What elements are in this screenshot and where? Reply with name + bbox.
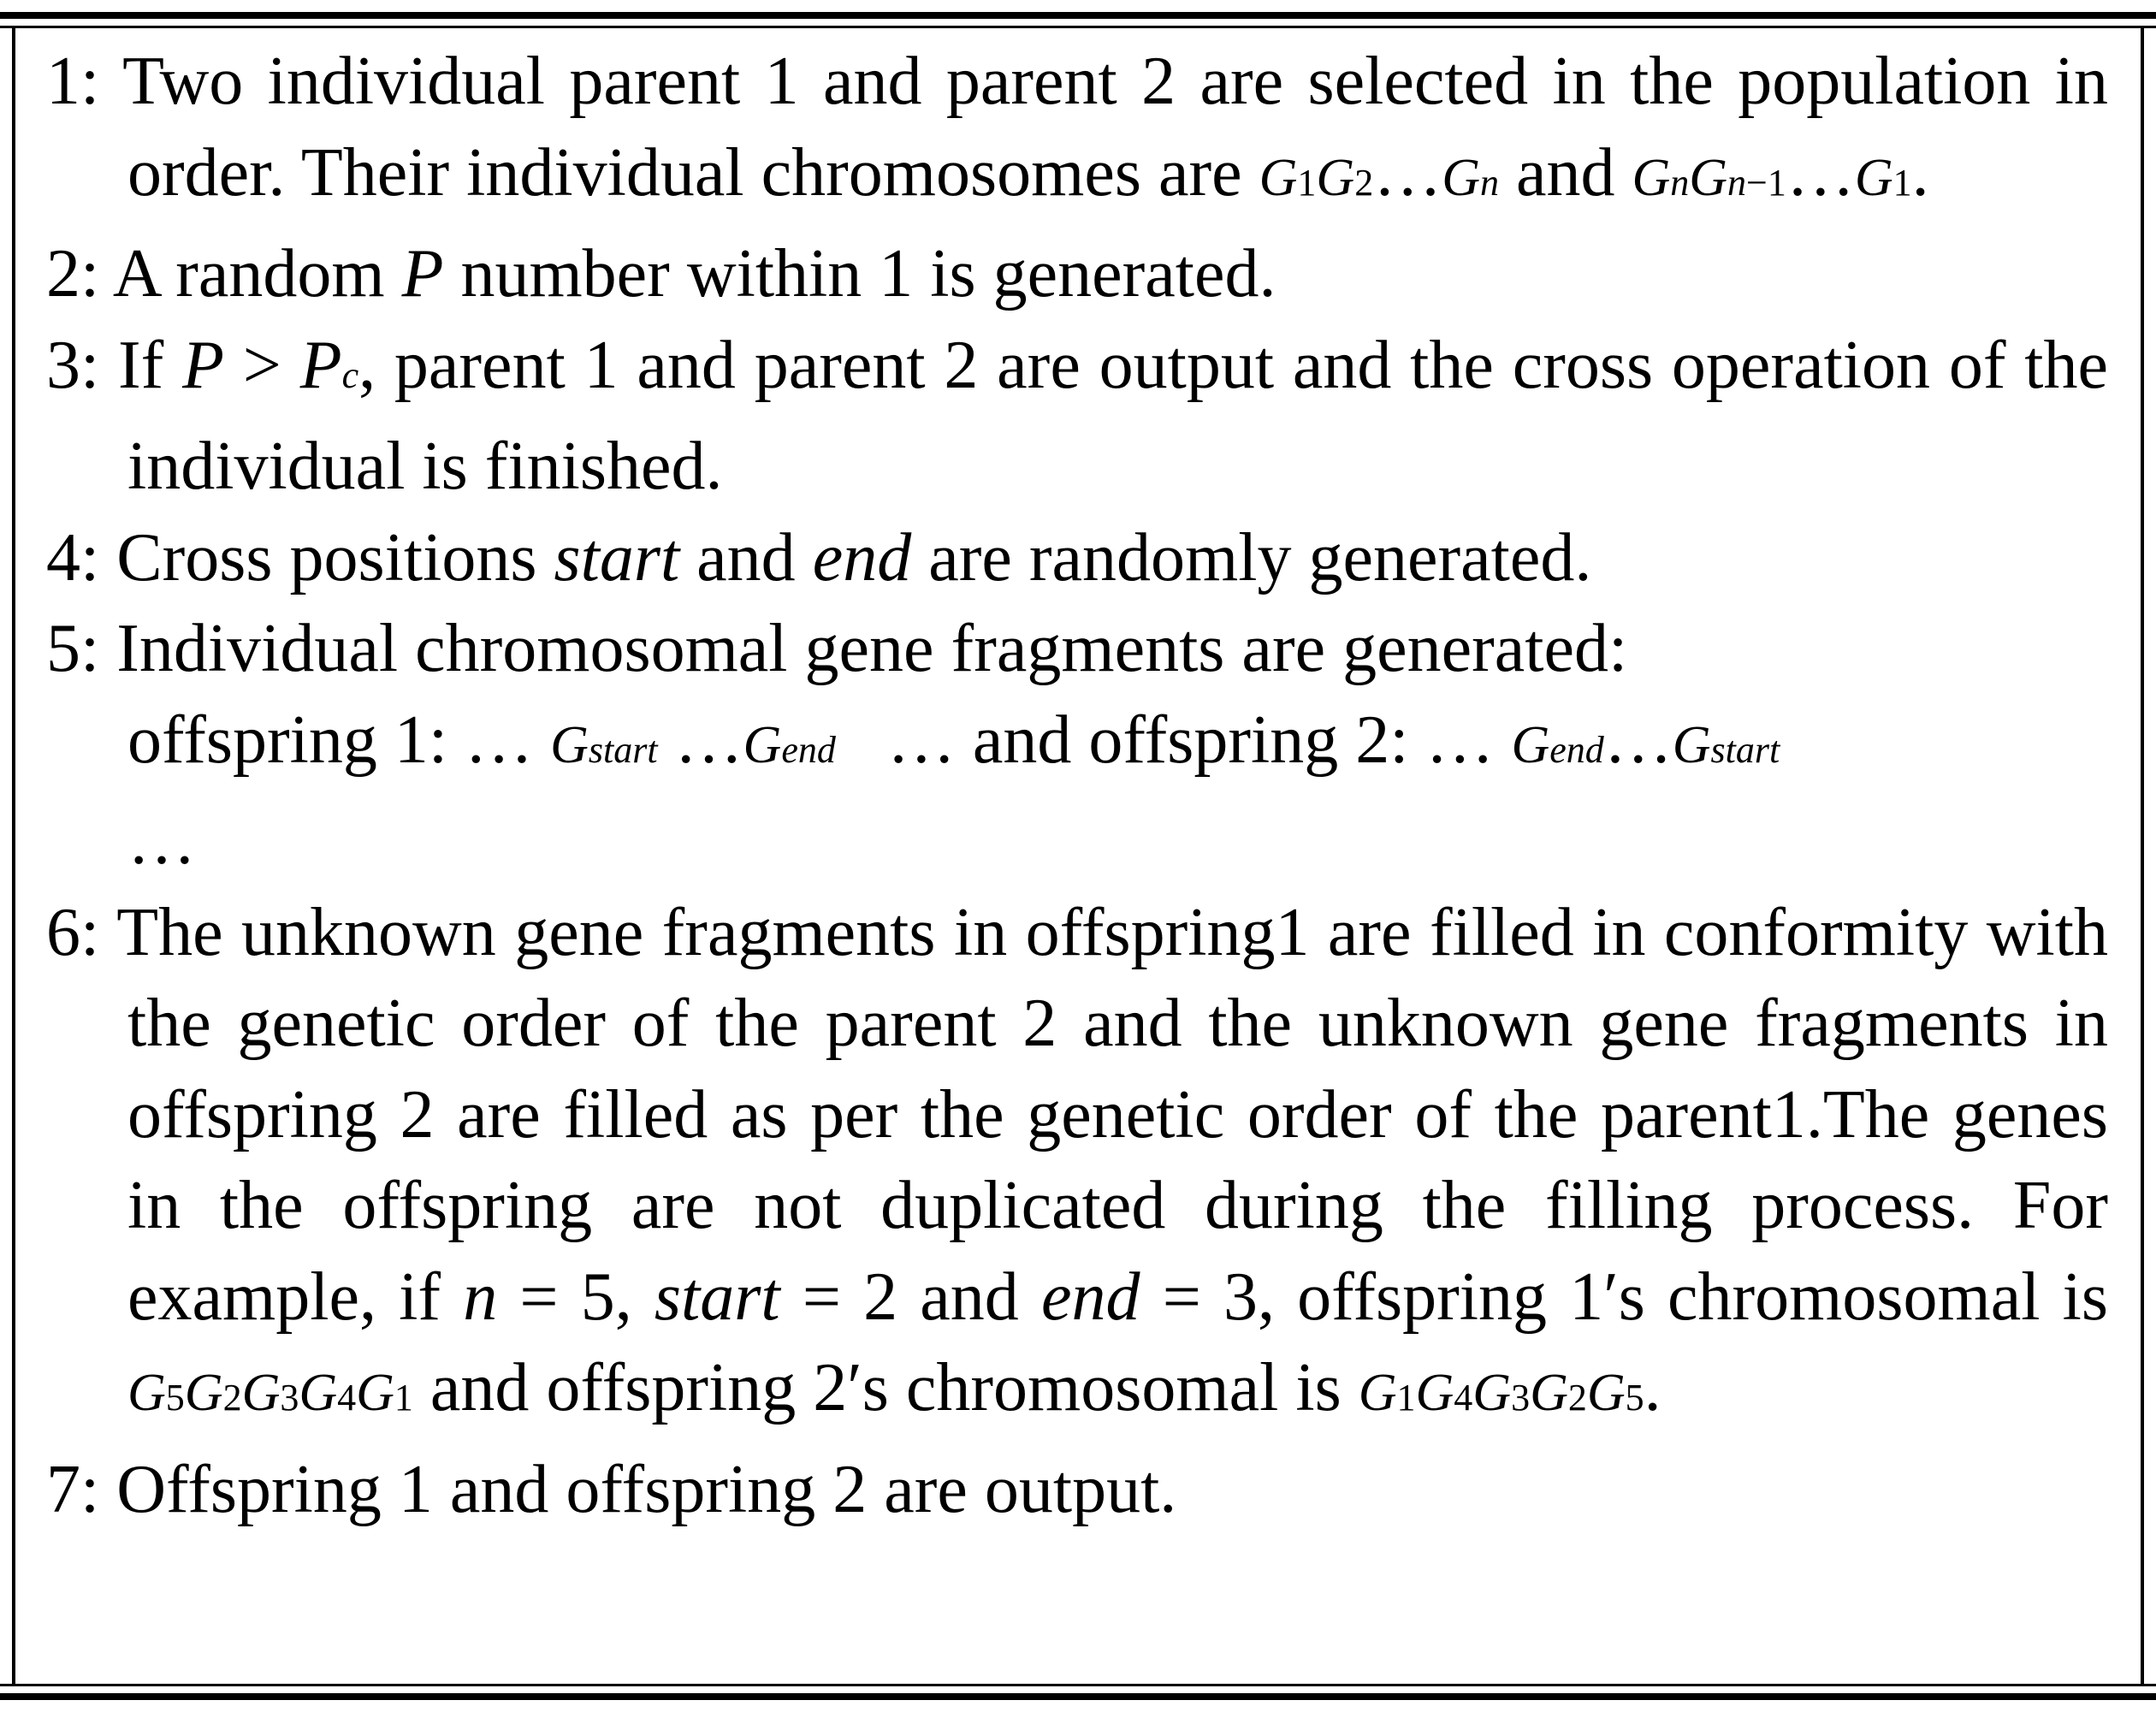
step-number: 4: [46,519,100,595]
step-1: 1: Two individual parent 1 and parent 2 are selected in the population in order. Their individual chromosomes are G1G2…Gn and GnGn−1…G1. [46,44,2109,210]
chromosome-offspring2: G1G4G3G2G5. [1358,1350,1661,1425]
step-number: 5: [46,611,100,686]
border-bottom-inner [0,1684,2156,1686]
fragment-offspring1: Gstart …Gend [550,702,836,778]
algorithm-steps [46,36,2108,1535]
step-4: 4: Cross positions start and end are randomly generated. [46,519,1592,595]
chromosome-parent2: GnGn−1…G1. [1632,134,1929,210]
step-number: 7: [46,1451,100,1527]
step-number: 2: [46,236,100,311]
chromosome-offspring1: G5G2G3G4G1 [127,1364,413,1422]
border-top-inner [0,26,2156,28]
step-number: 6: [46,894,100,970]
border-bottom-outer [0,1693,2156,1700]
step-number: 1: [46,44,100,119]
border-top-outer [0,12,2156,19]
step-number: 3: [46,327,100,403]
step-5: 5: Individual chromosomal gene fragments are generated: offspring 1: … Gstart …Gend … and offspring 2: … Gend…Gstart … [46,611,1780,879]
fragment-offspring2: Gend…Gstart [1511,702,1780,778]
border-right [2141,26,2144,1686]
step-7: 7: Offspring 1 and offspring 2 are output. [46,1451,1177,1527]
step-2: 2: A random P number within 1 is generated. [46,236,1276,311]
step-3: 3: If P > Pc, parent 1 and parent 2 are output and the cross operation of the individual is finished. [46,327,2108,504]
step-text: Two individual parent 1 and parent 2 are selected in the population in order. Their individual chromosomes are [122,44,2109,210]
step-6: 6: The unknown gene fragments in offspring1 are filled in conformity with the genetic order of the parent 2 and the unknown gene fragments in offspring 2 are filled as per the genetic order of the parent1.The genes in the offspring are not duplicated during the filling process. For example, if n = 5, start = 2 and end = 3, offspring 1′s chromosomal is G5G2G3G4G1 and offspring 2′s chromosomal is G1G4G3G2G5. [46,894,2109,1425]
border-left [12,26,15,1686]
chromosome-parent1: G1G2…Gn [1259,134,1499,210]
